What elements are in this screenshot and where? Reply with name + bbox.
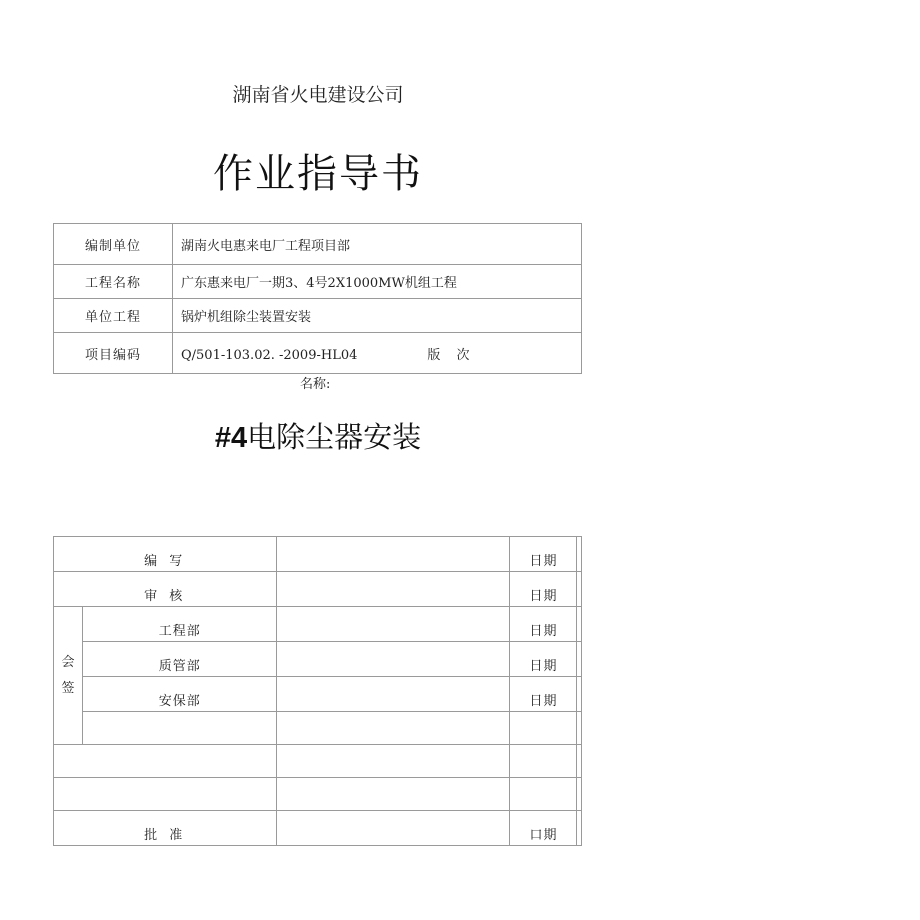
dept-engineering-date-cell: [577, 607, 582, 642]
table-row: [54, 265, 582, 299]
subject-text: 电除尘器安装: [247, 420, 422, 454]
blank-signature-cell-2: [277, 778, 510, 811]
table-row: [54, 642, 582, 677]
table-row: [54, 712, 582, 745]
project-code-label: 项目编码: [54, 333, 173, 374]
empty-dept-cell: [83, 712, 277, 745]
empty-signature-cell: [277, 712, 510, 745]
dept-engineering-label: 工程部: [83, 607, 277, 642]
table-row: [54, 224, 582, 265]
document-title: 作业指导书: [213, 151, 423, 197]
dept-engineering-signature-cell: [277, 607, 510, 642]
subject-prefix: #4: [214, 422, 248, 454]
table-row: [54, 537, 582, 572]
edition-label: 版 次: [427, 347, 476, 363]
review-date-label: 日期: [510, 572, 577, 607]
table-row: [54, 778, 582, 811]
table-row: [54, 607, 582, 642]
table-row: [54, 745, 582, 778]
empty-date-cell: [577, 712, 582, 745]
review-signature-cell: [277, 572, 510, 607]
approve-label: 批 准: [54, 811, 277, 846]
compile-date-cell: [577, 537, 582, 572]
table-row: [54, 299, 582, 333]
project-info-table: [53, 223, 582, 374]
blank-role-cell-2: [54, 778, 277, 811]
compile-label: 编 写: [54, 537, 277, 572]
dept-safety-signature-cell: [277, 677, 510, 712]
table-row: [54, 677, 582, 712]
compile-unit-value: 湖南火电惠来电厂工程项目部: [173, 224, 582, 265]
approve-date-label: 口期: [510, 811, 577, 846]
approve-signature-cell: [277, 811, 510, 846]
dept-quality-date-cell: [577, 642, 582, 677]
project-code-cell: [173, 333, 582, 374]
blank-role-cell: [54, 745, 277, 778]
dept-safety-date-cell: [577, 677, 582, 712]
dept-engineering-date-label: 日期: [510, 607, 577, 642]
dept-quality-date-label: 日期: [510, 642, 577, 677]
blank-date-label-cell: [510, 745, 577, 778]
review-date-cell: [577, 572, 582, 607]
signoff-table: [53, 536, 582, 846]
dept-quality-signature-cell: [277, 642, 510, 677]
company-name: 湖南省火电建设公司: [232, 84, 404, 106]
name-label: 名称:: [300, 377, 331, 392]
compile-date-label: 日期: [510, 537, 577, 572]
countersign-label: 会 签: [54, 607, 83, 745]
project-name-value: 广东惠来电厂一期3、4号2X1000MW机组工程: [173, 265, 582, 299]
unit-project-value: 锅炉机组除尘装置安装: [173, 299, 582, 333]
table-row: [54, 811, 582, 846]
blank-date-label-cell-2: [510, 778, 577, 811]
project-code-value: Q/501-103.02. -2009-HL04: [181, 347, 358, 363]
blank-date-cell-2: [577, 778, 582, 811]
dept-safety-date-label: 日期: [510, 677, 577, 712]
compile-signature-cell: [277, 537, 510, 572]
project-name-label: 工程名称: [54, 265, 173, 299]
table-row: [54, 572, 582, 607]
compile-unit-label: 编制单位: [54, 224, 173, 265]
dept-quality-label: 质管部: [83, 642, 277, 677]
approve-date-cell: [577, 811, 582, 846]
review-label: 审 核: [54, 572, 277, 607]
blank-signature-cell: [277, 745, 510, 778]
empty-date-label-cell: [510, 712, 577, 745]
dept-safety-label: 安保部: [83, 677, 277, 712]
subject-title: [0, 415, 636, 456]
table-row: [54, 333, 582, 374]
unit-project-label: 单位工程: [54, 299, 173, 333]
blank-date-cell: [577, 745, 582, 778]
